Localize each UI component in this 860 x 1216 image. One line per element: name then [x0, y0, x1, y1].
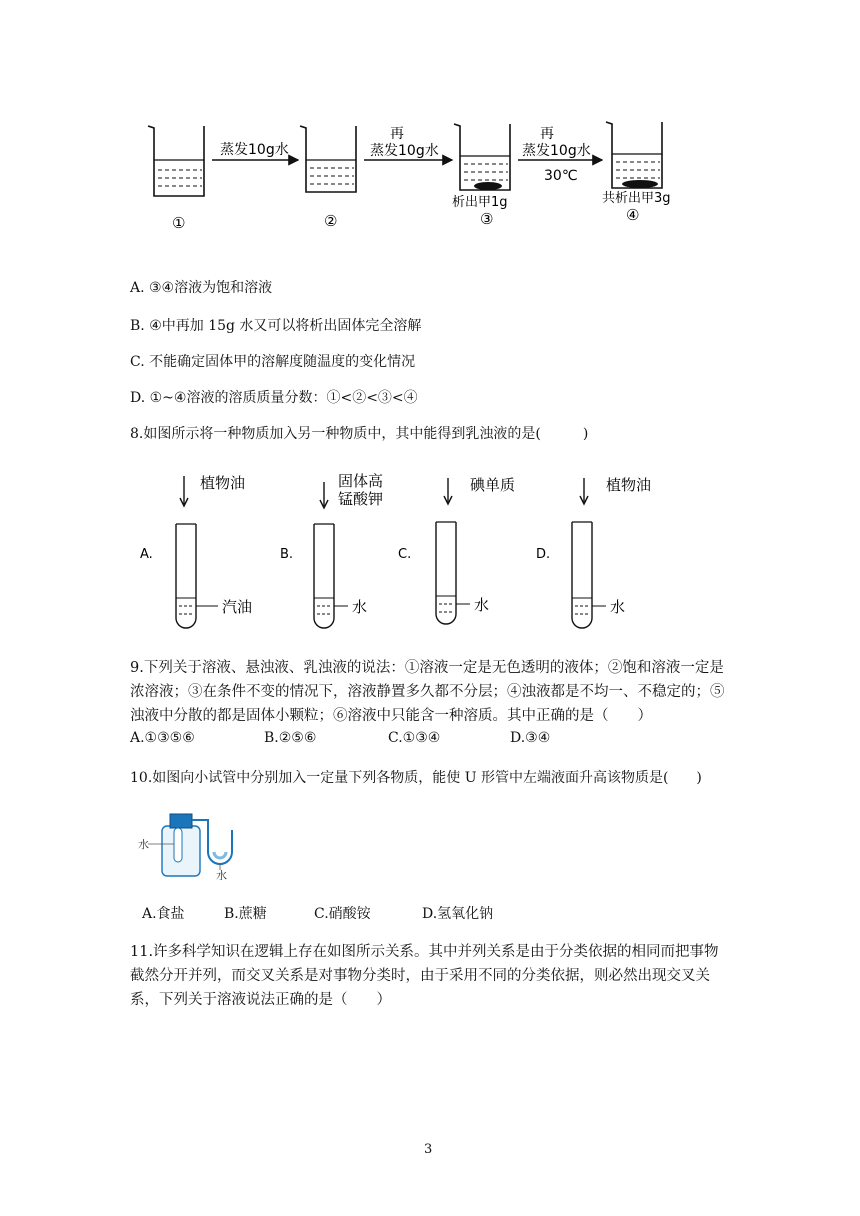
arrow-1-label: 蒸发10g水 [220, 142, 289, 158]
left-water-label: 水 [138, 838, 149, 851]
tube-c [436, 478, 470, 624]
beaker-1 [148, 126, 204, 196]
beaker-4-note: 共析出甲3g [602, 191, 671, 206]
beaker-4-label: ④ [626, 206, 640, 224]
q7-option-c: C. 不能确定固体甲的溶解度随温度的变化情况 [130, 354, 416, 370]
arrow-3-top: 再 [540, 126, 554, 142]
arrow-2-bottom: 蒸发10g水 [370, 143, 439, 159]
q10-option-b: B.蔗糖 [224, 906, 267, 922]
tube-b-letter: B. [280, 547, 294, 562]
test-tube-figure [130, 466, 690, 638]
beaker-2 [300, 126, 356, 192]
q10-option-a: A.食盐 [142, 906, 185, 922]
q8-stem: 8.如图所示将一种物质加入另一种物质中，其中能得到乳浊液的是( ) [130, 426, 589, 442]
arrow-3-temp: 30℃ [544, 168, 578, 184]
beaker-evaporation-figure [140, 118, 700, 238]
q11-stem: 11.许多科学知识在逻辑上存在如图所示关系。其中并列关系是由于分类依据的相同而把事物截然分开并列，而交叉关系是对事物分类时，由于采用不同的分类依据，则必然出现交叉关系，下列关于溶液说法正确的是（ ） [130, 944, 719, 1008]
tube-a-liquid: 汽油 [222, 598, 253, 616]
arrow-3-bottom: 蒸发10g水 [522, 143, 591, 159]
q10-option-d: D.氢氧化钠 [422, 906, 494, 922]
arrow-2-top: 再 [390, 126, 404, 142]
q9-stem: 9.下列关于溶液、悬浊液、乳浊液的说法：①溶液一定是无色透明的液体；②饱和溶液一定是浓溶液；③在条件不变的情况下，溶液静置多久都不分层；④浊液都是不均一、不稳定的；⑤浊液中分散的都是固体小颗粒；⑥溶液中只能含一种溶质。其中正确的是（ ） [130, 660, 725, 724]
tube-d-added: 植物油 [606, 476, 652, 494]
tube-b-liquid: 水 [352, 598, 368, 616]
q10-stem: 10.如图向小试管中分别加入一定量下列各物质，能使 U 形管中左端液面升高该物质是( ) [130, 770, 702, 786]
tube-d-letter: D. [536, 547, 551, 562]
bottom-water-label: 水 [216, 869, 227, 880]
beaker-3-label: ③ [480, 210, 494, 228]
tube-c-liquid: 水 [474, 596, 490, 614]
q7-option-d: D. ①~④溶液的溶质质量分数：①<②<③<④ [130, 390, 418, 406]
beaker-3-note: 析出甲1g [452, 195, 508, 210]
tube-a-letter: A. [140, 547, 153, 562]
page-number: 3 [424, 1142, 433, 1157]
beaker-2-label: ② [324, 212, 338, 230]
tube-b-added-line2: 锰酸钾 [338, 490, 384, 508]
tube-d-liquid: 水 [610, 598, 626, 616]
tube-a [176, 476, 218, 628]
u-tube-apparatus-figure [134, 800, 264, 880]
q9-option-d: D.③④ [510, 730, 551, 746]
q7-option-a: A. ③④溶液为饱和溶液 [130, 280, 273, 296]
tube-c-letter: C. [398, 547, 412, 562]
beaker-1-label: ① [172, 214, 186, 232]
beaker-3 [454, 124, 510, 190]
q10-option-c: C.硝酸铵 [314, 906, 371, 922]
beaker-4 [606, 122, 662, 188]
q9-option-a: A.①③⑤⑥ [130, 730, 195, 746]
tube-d [572, 478, 606, 628]
q9-option-c: C.①③④ [388, 730, 441, 746]
q9-option-b: B.②⑤⑥ [264, 730, 317, 746]
tube-a-added: 植物油 [200, 474, 246, 492]
q7-option-b: B. ④中再加 15g 水又可以将析出固体完全溶解 [130, 318, 422, 334]
tube-c-added: 碘单质 [470, 476, 516, 494]
tube-b-added-line1: 固体高 [338, 472, 384, 490]
